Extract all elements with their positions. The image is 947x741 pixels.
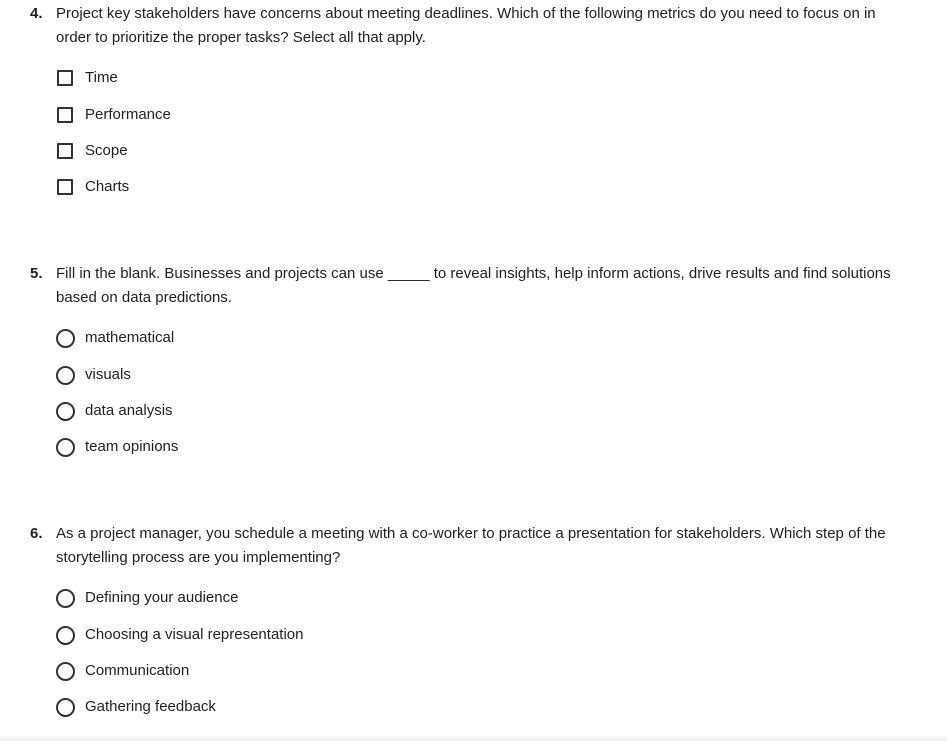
option-choosing-a-visual-representation[interactable] [55,624,303,646]
option-data-analysis[interactable] [55,400,173,422]
radio-button[interactable] [56,698,75,717]
checkbox[interactable] [57,143,73,159]
question-prompt: As a project manager, you schedule a meeting with a co-worker to practice a presentation for stakeholders. Which step of the storytelling process are you implementing? [56,525,886,566]
radio-button[interactable] [56,329,75,348]
option-label: Time [85,69,118,86]
option-label: data analysis [85,402,173,419]
radio-button[interactable] [56,366,75,385]
option-visuals[interactable] [55,364,131,386]
option-label: visuals [85,366,131,383]
radio-button[interactable] [56,589,75,608]
checkbox[interactable] [57,70,73,86]
option-gathering-feedback[interactable] [55,696,216,718]
question-prompt: Fill in the blank. Businesses and projects can use _____ to reveal insights, help inform actions, drive results and find solutions based on data predictions. [56,265,891,306]
checkbox[interactable] [57,179,73,195]
option-scope[interactable] [55,140,128,162]
option-defining-your-audience[interactable] [55,587,238,609]
option-team-opinions[interactable] [55,436,178,458]
question-number: 6. [30,525,43,542]
option-label: Charts [85,178,130,195]
radio-button[interactable] [56,626,75,645]
option-label: Communication [85,662,190,679]
question-prompt: Project key stakeholders have concerns about meeting deadlines. Which of the following metrics do you need to focus on in order to prioritize the proper tasks? Select all that apply. [56,5,876,46]
radio-button[interactable] [56,662,75,681]
question-number: 4. [30,5,43,22]
option-performance[interactable] [55,104,171,126]
option-time[interactable] [55,67,118,89]
option-label: Gathering feedback [85,698,216,715]
option-label: mathematical [85,329,175,346]
option-label: Choosing a visual representation [85,626,304,643]
radio-button[interactable] [56,438,75,457]
option-label: Defining your audience [85,589,239,606]
option-label: Scope [85,142,128,159]
option-label: Performance [85,106,171,123]
option-charts[interactable] [55,176,129,198]
option-label: team opinions [85,438,179,455]
option-communication[interactable] [55,660,189,682]
checkbox[interactable] [57,107,73,123]
option-mathematical[interactable] [55,327,174,349]
radio-button[interactable] [56,402,75,421]
scroll-shadow [0,735,947,741]
question-number: 5. [30,265,43,282]
